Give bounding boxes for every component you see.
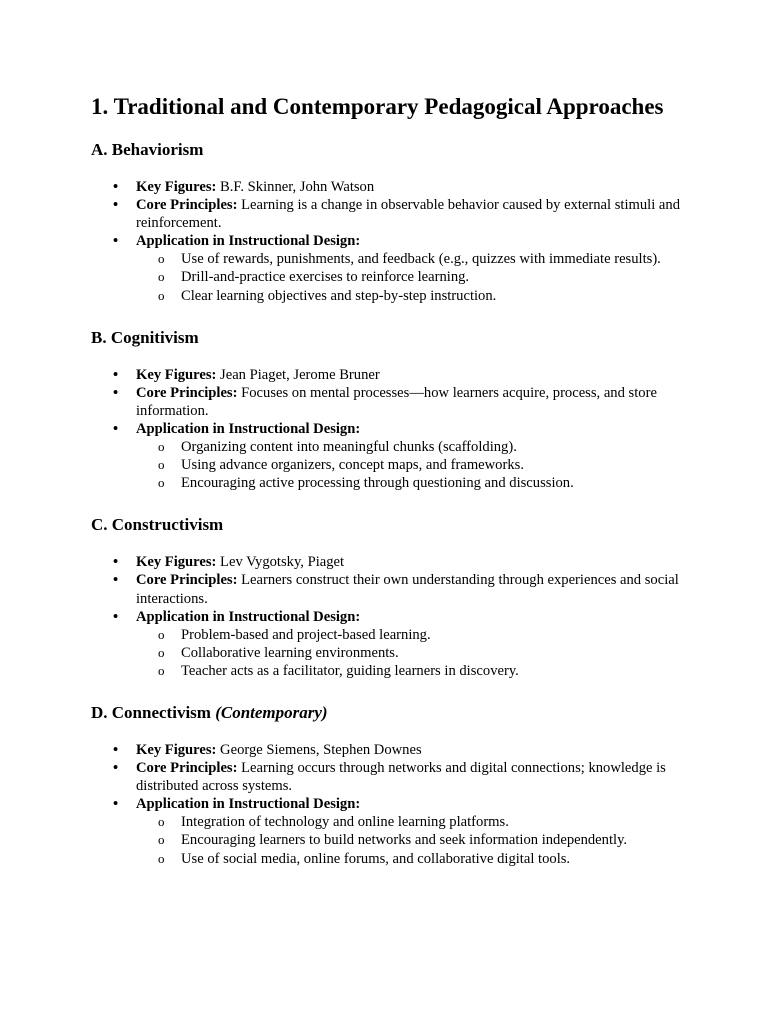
core-principles-label: Core Principles:: [136, 384, 238, 401]
sub-list-item-text: Collaborative learning environments.: [181, 644, 399, 661]
sub-list-item-text: Organizing content into meaningful chunks (scaffolding).: [181, 439, 517, 456]
section-heading-text: D. Connectivism: [91, 702, 211, 722]
list-item-core-principles: [91, 759, 691, 795]
section-heading: [91, 139, 691, 161]
list-item-application: [91, 420, 691, 492]
sub-list-item-text: Use of social media, online forums, and collaborative digital tools.: [181, 850, 571, 867]
core-principles-label: Core Principles:: [136, 197, 238, 214]
list-item-application: [91, 608, 691, 680]
application-label: Application in Instructional Design:: [136, 233, 361, 250]
sub-list: [136, 813, 691, 867]
list-item-key-figures: [91, 178, 691, 196]
bullet-marker: •: [113, 572, 119, 589]
sub-bullet-marker: o: [158, 475, 165, 491]
bullet-marker: •: [113, 366, 119, 383]
sub-list-item: [136, 456, 691, 474]
list-item-application: [91, 232, 691, 304]
document-page: [91, 92, 691, 890]
sub-list: [136, 438, 691, 492]
sub-bullet-marker: o: [158, 626, 165, 642]
sub-list-item-text: Integration of technology and online learning platforms.: [181, 814, 509, 831]
application-label: Application in Instructional Design:: [136, 608, 361, 625]
sub-bullet-marker: o: [158, 269, 165, 285]
sub-list-item: [136, 438, 691, 456]
sub-list-item-text: Problem-based and project-based learning.: [181, 626, 431, 643]
list-item-key-figures: [91, 553, 691, 571]
key-figures-label: Key Figures:: [136, 366, 217, 383]
core-principles-text: Learning is a change in observable behavior caused by external stimuli and reinforcement.: [136, 197, 680, 232]
key-figures-label: Key Figures:: [136, 179, 217, 195]
key-figures-text: George Siemens, Stephen Downes: [220, 741, 422, 758]
key-figures-text: Jean Piaget, Jerome Bruner: [220, 366, 380, 383]
sub-list-item: [136, 250, 691, 268]
sub-list-item-text: Using advance organizers, concept maps, and frameworks.: [181, 457, 524, 474]
sub-list-item: [136, 626, 691, 644]
sub-list-item: [136, 268, 691, 286]
sub-bullet-marker: o: [158, 814, 165, 830]
section-heading: [91, 702, 691, 724]
sub-list-item-text: Encouraging active processing through questioning and discussion.: [181, 475, 574, 492]
sub-list-item-text: Clear learning objectives and step-by-step instruction.: [181, 287, 497, 304]
sub-bullet-marker: o: [158, 251, 165, 267]
sub-list: [136, 626, 691, 680]
sub-list-item: [136, 474, 691, 492]
section-constructivism: [91, 514, 691, 680]
application-label: Application in Instructional Design:: [136, 420, 361, 437]
list-item-core-principles: [91, 384, 691, 420]
bullet-list: [91, 366, 691, 493]
list-item-key-figures: [91, 741, 691, 759]
bullet-marker: •: [113, 554, 119, 571]
bullet-list: [91, 741, 691, 868]
list-item-core-principles: [91, 571, 691, 607]
sub-list-item: [136, 644, 691, 662]
key-figures-text: B.F. Skinner, John Watson: [220, 179, 375, 195]
sub-bullet-marker: o: [158, 832, 165, 848]
core-principles-label: Core Principles:: [136, 572, 238, 589]
sub-list-item-text: Teacher acts as a facilitator, guiding learners in discovery.: [181, 662, 519, 679]
section-heading-text: B. Cognitivism: [91, 327, 199, 347]
sub-list-item: [136, 813, 691, 831]
bullet-marker: •: [113, 760, 119, 777]
core-principles-label: Core Principles:: [136, 760, 238, 777]
bullet-marker: •: [113, 796, 119, 813]
bullet-marker: •: [113, 197, 119, 214]
sub-list-item-text: Use of rewards, punishments, and feedback (e.g., quizzes with immediate results).: [181, 251, 661, 268]
sub-bullet-marker: o: [158, 850, 165, 866]
section-heading-text: A. Behaviorism: [91, 140, 204, 159]
section-heading: [91, 514, 691, 536]
list-item-core-principles: [91, 196, 691, 232]
bullet-marker: •: [113, 608, 119, 625]
bullet-list: [91, 553, 691, 680]
sub-list-item: [136, 850, 691, 868]
sub-list: [136, 250, 691, 304]
key-figures-label: Key Figures:: [136, 741, 217, 758]
section-cognitivism: [91, 327, 691, 493]
core-principles-text: Focuses on mental processes—how learners acquire, process, and store information.: [136, 384, 657, 419]
sub-bullet-marker: o: [158, 644, 165, 660]
section-heading: [91, 327, 691, 349]
section-heading-text: C. Constructivism: [91, 515, 224, 535]
sub-list-item: [136, 287, 691, 305]
sub-list-item-text: Encouraging learners to build networks and seek information independently.: [181, 832, 628, 849]
bullet-marker: •: [113, 384, 119, 401]
sub-bullet-marker: o: [158, 287, 165, 303]
sub-list-item: [136, 831, 691, 849]
sub-list-item-text: Drill-and-practice exercises to reinforce learning.: [181, 269, 470, 286]
section-connectivism: [91, 702, 691, 868]
bullet-marker: •: [113, 233, 119, 250]
key-figures-text: Lev Vygotsky, Piaget: [220, 554, 345, 571]
core-principles-text: Learners construct their own understanding through experiences and social interactions.: [136, 572, 679, 607]
core-principles-text: Learning occurs through networks and digital connections; knowledge is distributed across systems.: [136, 760, 666, 795]
sub-list-item: [136, 662, 691, 680]
bullet-marker: •: [113, 420, 119, 437]
section-behaviorism: [91, 139, 691, 305]
bullet-list: [91, 178, 691, 305]
sub-bullet-marker: o: [158, 439, 165, 455]
bullet-marker: •: [113, 741, 119, 758]
key-figures-label: Key Figures:: [136, 554, 217, 571]
list-item-key-figures: [91, 366, 691, 384]
bullet-marker: •: [113, 179, 119, 195]
sub-bullet-marker: o: [158, 662, 165, 678]
list-item-application: [91, 795, 691, 867]
section-heading-subtitle: (Contemporary): [215, 702, 328, 722]
application-label: Application in Instructional Design:: [136, 796, 361, 813]
page-title: 1. Traditional and Contemporary Pedagogical Approaches: [91, 94, 664, 119]
sub-bullet-marker: o: [158, 457, 165, 473]
